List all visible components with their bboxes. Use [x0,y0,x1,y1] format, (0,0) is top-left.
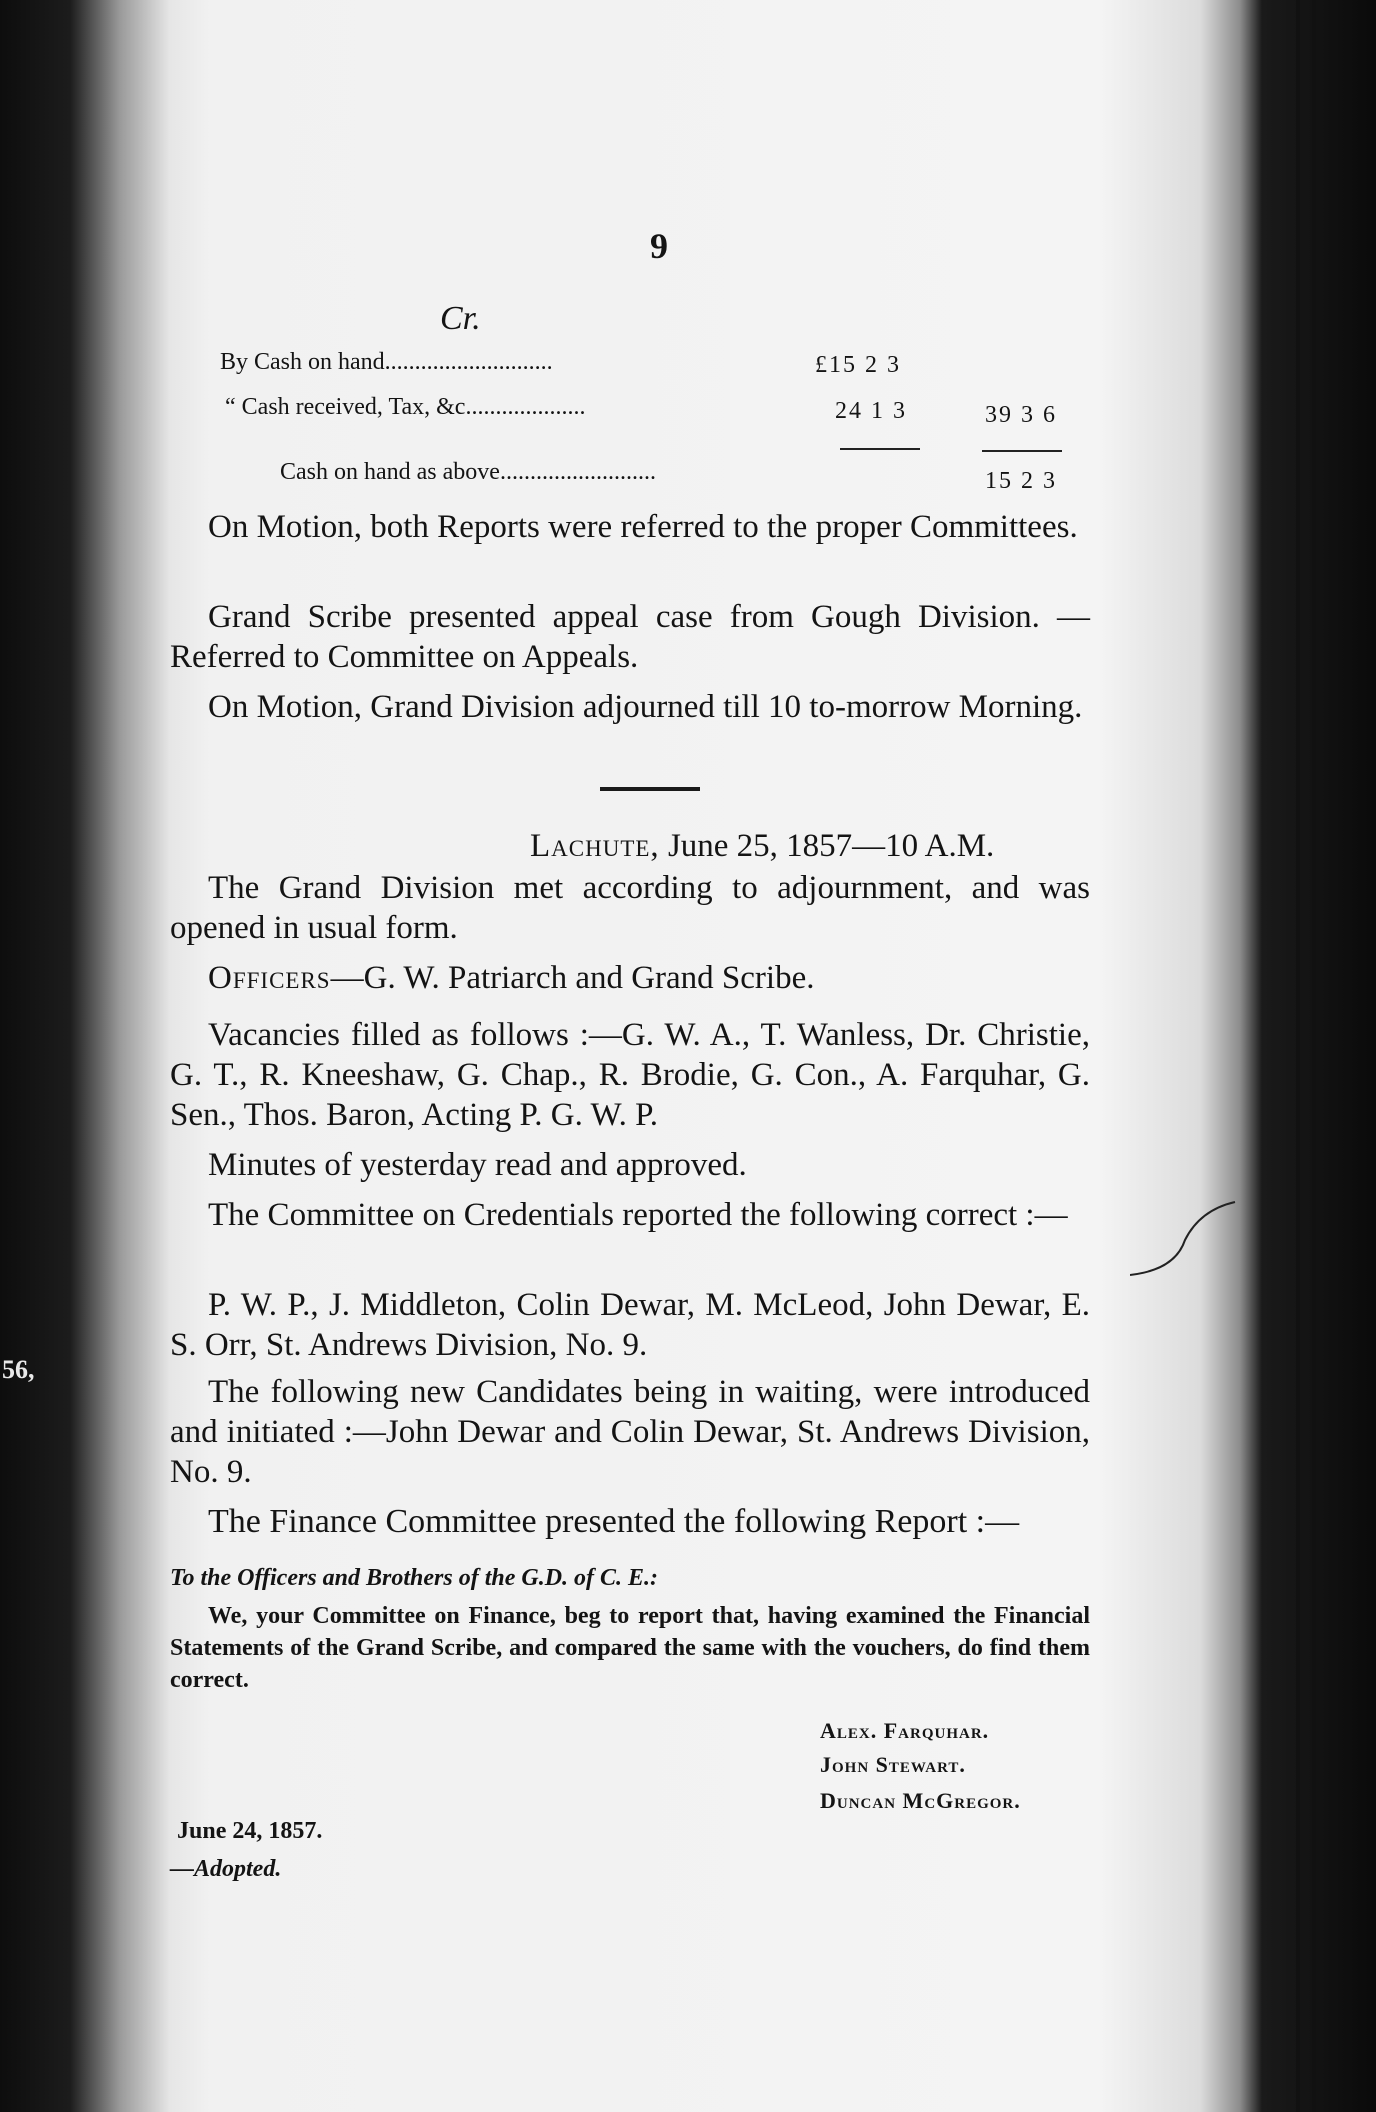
margin-fragment: 56, [2,1355,35,1384]
paragraph: The Finance Committee presented the following Report :— [208,1503,1020,1540]
dateline-date: June 25, 1857—10 A.M. [659,828,995,864]
paragraph: The Grand Division met according to adjournment, and was opened in usual form. [170,870,1090,946]
paragraph [170,958,1090,998]
paragraph: Grand Scribe presented appeal case from Gough Division. — Referred to Committee on Appeals. [170,599,1090,675]
paragraph: On Motion, Grand Division adjourned till 10 to-morrow Morning. [208,689,1083,725]
page-number: 9 [650,226,668,266]
page-edge-line [1296,0,1300,2112]
ledger-amount: 24 1 3 [835,398,907,424]
ledger-total: 15 2 3 [985,468,1057,494]
ledger-desc: Cash on hand as above.......................... [280,459,656,485]
document-page [170,0,1260,2112]
page-edge-line [1312,0,1316,2112]
paragraph: The Committee on Credentials reported the following correct :— [208,1197,1068,1233]
officers-label: Officers [208,960,331,996]
section-divider [600,787,700,791]
dateline-place: Lachute, [530,828,660,864]
ledger-heading: Cr. [440,300,481,337]
paragraph: On Motion, both Reports were referred to the proper Committees. [208,509,1078,545]
ledger-rule [982,450,1062,452]
ledger-desc: “ Cash received, Tax, &c.................... [225,394,586,420]
ledger-rule [840,448,920,450]
signer-name: Duncan McGregor. [820,1788,1021,1813]
paragraph: The following new Candidates being in waiting, were introduced and initiated :—John Dewar and Colin Dewar, St. Andrews Division, No. 9. [170,1374,1090,1490]
ledger-desc: By Cash on hand............................ [220,349,553,375]
report-addressee: To the Officers and Brothers of the G.D. of C. E.: [170,1565,659,1591]
ledger-amount: £15 2 3 [815,352,901,378]
report-body: We, your Committee on Finance, beg to report that, having examined the Financial Statements of the Grand Scribe, and compared the same with the vouchers, do find them correct. [170,1603,1090,1693]
paragraph: Vacancies filled as follows :—G. W. A., T. Wanless, Dr. Christie, G. T., R. Kneeshaw, G. Chap., R. Brodie, G. Con., A. Farquhar, G. Sen., Thos. Baron, Acting P. G. W. P. [170,1017,1090,1133]
adopted-note: —Adopted. [170,1856,282,1882]
dateline [530,828,994,865]
officers-text: —G. W. Patriarch and Grand Scribe. [330,960,815,996]
paragraph: Minutes of yesterday read and approved. [208,1147,747,1183]
ledger-total: 39 3 6 [985,402,1057,428]
signer-name: Alex. Farquhar. [820,1718,990,1743]
signer-name: John Stewart. [820,1752,966,1777]
margin-pen-stroke [1130,1200,1240,1300]
paragraph: P. W. P., J. Middleton, Colin Dewar, M. McLeod, John Dewar, E. S. Orr, St. Andrews Division, No. 9. [170,1287,1090,1363]
report-date: June 24, 1857. [177,1818,323,1844]
